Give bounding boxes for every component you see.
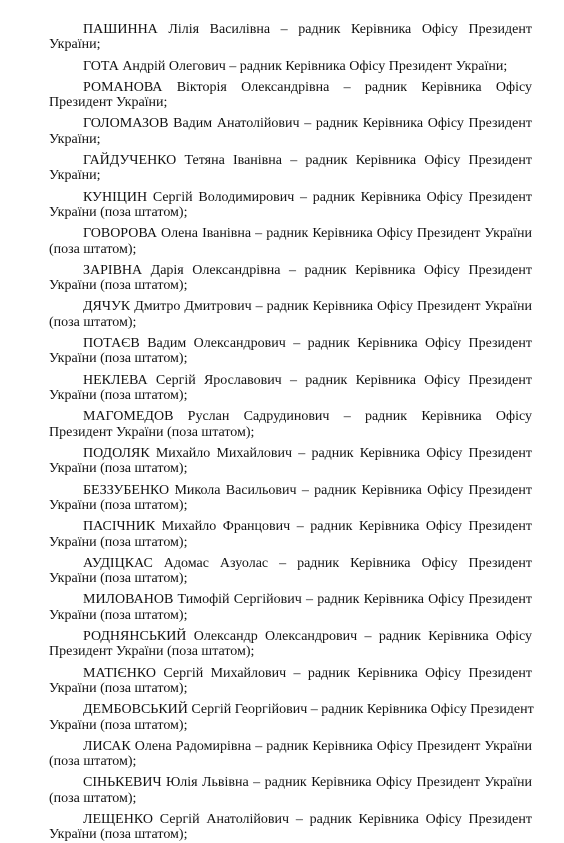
list-item: [49, 336, 532, 367]
list-item: [49, 739, 532, 770]
list-item: [49, 22, 532, 53]
entry-first-line: ДЯЧУК Дмитро Дмитрович – радник Керівника Офісу Президент України: [83, 299, 532, 315]
entry-continuation-line: України (поза штатом);: [49, 680, 188, 696]
entry-first-line: МИЛОВАНОВ Тимофій Сергійович – радник Керівника Офісу Президент: [83, 592, 532, 608]
entry-continuation-line: (поза штатом);: [49, 754, 137, 770]
entry-continuation-line: Президент України (поза штатом);: [49, 424, 255, 440]
list-item: [49, 80, 532, 111]
list-item: [49, 226, 532, 257]
list-item: [49, 153, 532, 184]
list-item: [49, 812, 532, 843]
entry-continuation-line: України (поза штатом);: [49, 607, 188, 623]
list-item: [49, 629, 532, 660]
entry-first-line: БЕЗЗУБЕНКО Микола Васильович – радник Керівника Офісу Президент: [83, 482, 532, 498]
list-item: [49, 409, 532, 440]
list-item: [49, 116, 532, 147]
entry-first-line: КУНІЦИН Сергій Володимирович – радник Керівника Офісу Президент: [83, 189, 532, 205]
entry-first-line: ГОЛОМАЗОВ Вадим Анатолійович – радник Керівника Офісу Президент: [83, 116, 532, 132]
appointments-list: [49, 22, 532, 843]
entry-first-line: СІНЬКЕВИЧ Юлія Львівна – радник Керівника Офісу Президент України: [83, 775, 532, 791]
list-item: [49, 556, 532, 587]
entry-continuation-line: України (поза штатом);: [49, 717, 188, 733]
list-item: [49, 775, 532, 806]
entry-first-line: ДЕМБОВСЬКИЙ Сергій Георгійович – радник Керівника Офісу Президент: [83, 702, 534, 718]
entry-first-line: ГОТА Андрій Олегович – радник Керівника Офісу Президент України;: [83, 58, 508, 74]
entry-first-line: ЛИСАК Олена Радомирівна – радник Керівника Офісу Президент України: [83, 738, 532, 754]
entry-first-line: ЗАРІВНА Дарія Олександрівна – радник Керівника Офісу Президент: [83, 262, 532, 278]
entry-first-line: РОДНЯНСЬКИЙ Олександр Олександрович – радник Керівника Офісу: [83, 628, 532, 644]
entry-first-line: ГОВОРОВА Олена Іванівна – радник Керівника Офісу Президент України: [83, 226, 532, 242]
entry-first-line: ПАШИННА Лілія Василівна – радник Керівника Офісу Президент: [83, 22, 532, 37]
entry-continuation-line: України (поза штатом);: [49, 827, 188, 843]
entry-first-line: ПОДОЛЯК Михайло Михайлович – радник Керівника Офісу Президент: [83, 445, 532, 461]
entry-continuation-line: України;: [49, 37, 101, 53]
entry-continuation-line: України (поза штатом);: [49, 388, 188, 404]
entry-continuation-line: (поза штатом);: [49, 241, 137, 257]
list-item: [49, 592, 532, 623]
list-item: [49, 519, 532, 550]
entry-continuation-line: (поза штатом);: [49, 314, 137, 330]
entry-continuation-line: України (поза штатом);: [49, 534, 188, 550]
entry-continuation-line: України;: [49, 131, 101, 147]
entry-first-line: МАТІЄНКО Сергій Михайлович – радник Керівника Офісу Президент: [83, 665, 532, 681]
entry-continuation-line: Президент України (поза штатом);: [49, 644, 255, 660]
entry-first-line: МАГОМЕДОВ Руслан Садрудинович – радник Керівника Офісу: [83, 409, 532, 425]
list-item: [49, 190, 532, 221]
entry-continuation-line: України (поза штатом);: [49, 497, 188, 513]
list-item: [49, 299, 532, 330]
entry-continuation-line: України (поза штатом);: [49, 205, 188, 221]
entry-first-line: ПОТАЄВ Вадим Олександрович – радник Керівника Офісу Президент: [83, 336, 532, 352]
entry-continuation-line: України (поза штатом);: [49, 351, 188, 367]
list-item: [49, 263, 532, 294]
entry-first-line: ГАЙДУЧЕНКО Тетяна Іванівна – радник Керівника Офісу Президент: [83, 153, 532, 169]
list-item: [49, 483, 532, 514]
entry-first-line: ЛЕЩЕНКО Сергій Анатолійович – радник Керівника Офісу Президент: [83, 812, 532, 827]
entry-first-line: ПАСІЧНИК Михайло Францович – радник Керівника Офісу Президент: [83, 519, 532, 535]
entry-first-line: РОМАНОВА Вікторія Олександрівна – радник Керівника Офісу: [83, 79, 532, 95]
entry-continuation-line: України (поза штатом);: [49, 278, 188, 294]
entry-first-line: НЕКЛЕВА Сергій Ярославович – радник Керівника Офісу Президент: [83, 372, 532, 388]
list-item: [49, 59, 532, 74]
entry-continuation-line: Президент України;: [49, 95, 168, 111]
entry-continuation-line: (поза штатом);: [49, 790, 137, 806]
list-item: [49, 373, 532, 404]
list-item: [49, 446, 532, 477]
entry-continuation-line: України;: [49, 168, 101, 184]
list-item: [49, 702, 532, 733]
entry-continuation-line: України (поза штатом);: [49, 571, 188, 587]
entry-first-line: АУДІЦКАС Адомас Азуолас – радник Керівника Офісу Президент: [83, 555, 532, 571]
list-item: [49, 666, 532, 697]
entry-continuation-line: України (поза штатом);: [49, 461, 188, 477]
